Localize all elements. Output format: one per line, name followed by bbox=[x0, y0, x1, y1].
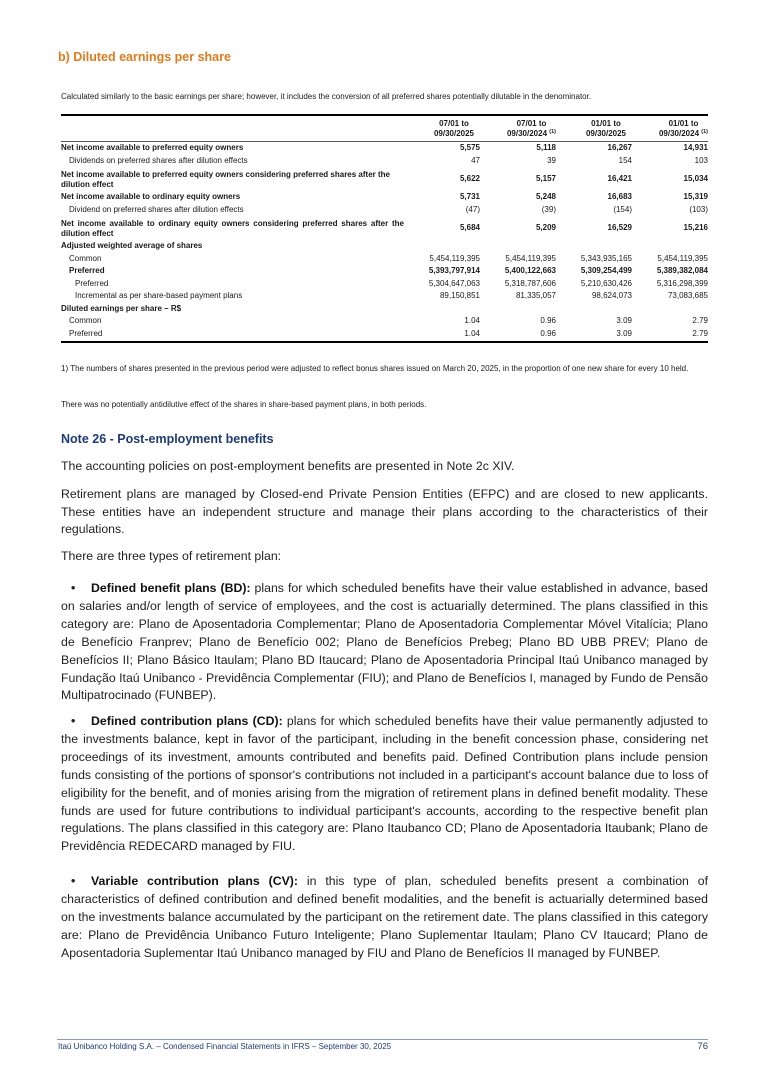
cell-value bbox=[556, 240, 632, 253]
cell-value: (154) bbox=[613, 204, 632, 214]
cell-value: 5,622 bbox=[459, 174, 480, 183]
bullet-item-defined-benefit bbox=[61, 580, 708, 705]
paragraph-plan-types-intro: There are three types of retirement plan: bbox=[61, 549, 282, 563]
table-header-row bbox=[61, 115, 708, 142]
bullet-icon: • bbox=[71, 874, 76, 888]
table-footnote: 1) The numbers of shares presented in the previous period were adjusted to reflect bonus shares issued on March 20, 2025, in the proportion of one new share for every 10 held. bbox=[61, 364, 689, 373]
cell-value: 81,335,057 bbox=[515, 291, 556, 301]
table-row bbox=[61, 303, 708, 316]
cell-value: 16,683 bbox=[607, 192, 632, 202]
cell-value: 16,267 bbox=[607, 143, 632, 153]
row-label: Common bbox=[69, 253, 102, 263]
cell-value: 16,421 bbox=[607, 174, 632, 183]
cell-value: 5,454,119,395 bbox=[657, 253, 708, 263]
table-row bbox=[61, 155, 708, 168]
cell-value: 5,684 bbox=[459, 223, 480, 232]
table-row bbox=[61, 240, 708, 253]
bullet-term: Defined benefit plans (BD): bbox=[91, 581, 251, 595]
cell-value: 5,343,935,165 bbox=[580, 253, 632, 263]
cell-value: 5,248 bbox=[535, 192, 556, 202]
cell-value: 5,731 bbox=[459, 192, 480, 202]
cell-value: 2.79 bbox=[692, 316, 708, 326]
table-row bbox=[61, 315, 708, 328]
bullet-term: Defined contribution plans (CD): bbox=[91, 714, 283, 728]
cell-value: 14,931 bbox=[683, 143, 708, 153]
table-row bbox=[61, 204, 708, 217]
cell-value: 5,304,647,063 bbox=[428, 278, 480, 288]
note-title: Note 26 - Post-employment benefits bbox=[61, 432, 274, 446]
cell-value: 15,216 bbox=[683, 223, 708, 232]
row-label: Dividend on preferred shares after dilution effects bbox=[69, 204, 244, 214]
cell-value bbox=[632, 240, 708, 253]
row-label: Adjusted weighted average of shares bbox=[61, 241, 203, 251]
diluted-eps-table bbox=[61, 114, 708, 343]
header-label-cell bbox=[61, 115, 404, 142]
cell-value: 5,393,797,914 bbox=[428, 266, 480, 276]
bullet-item-defined-contribution bbox=[61, 713, 708, 856]
bullet-icon: • bbox=[71, 581, 76, 595]
cell-value: 5,318,787,606 bbox=[504, 278, 556, 288]
footer-document-title: Itaú Unibanco Holding S.A. – Condensed Financial Statements in IFRS – September 30, 2025 bbox=[58, 1042, 392, 1051]
table-row bbox=[61, 265, 708, 278]
row-label: Incremental as per share-based payment plans bbox=[75, 291, 243, 301]
cell-value: 15,034 bbox=[683, 174, 708, 183]
paragraph-retirement-plans: Retirement plans are managed by Closed-end Private Pension Entities (EFPC) and are closed to new applicants. These entities have an independent structure and manage their plans according to the characteristics of their regulations. bbox=[61, 487, 708, 536]
paragraph-accounting-policies: The accounting policies on post-employment benefits are presented in Note 2c XIV. bbox=[61, 459, 515, 473]
table-row bbox=[61, 290, 708, 303]
cell-value: 39 bbox=[547, 155, 556, 165]
row-label: Preferred bbox=[61, 328, 404, 343]
table-row bbox=[61, 191, 708, 204]
table-row bbox=[61, 167, 708, 191]
cell-value: (47) bbox=[465, 204, 480, 214]
section-intro: Calculated similarly to the basic earnings per share; however, it includes the conversion of all preferred shares potentially dilutable in the denominator. bbox=[61, 92, 592, 101]
footer-divider bbox=[57, 1039, 708, 1040]
cell-value: 1.04 bbox=[464, 316, 480, 326]
cell-value: 47 bbox=[471, 155, 480, 165]
cell-value: 15,319 bbox=[683, 192, 708, 202]
row-label: Net income available to ordinary equity owners bbox=[61, 192, 241, 202]
cell-value: 16,529 bbox=[607, 223, 632, 232]
cell-value: 5,400,122,663 bbox=[504, 266, 556, 276]
bullet-text: plans for which scheduled benefits have their value permanently adjusted to the investments balance, kept in favor of the participant, including in the benefit concession phase, considering net proceedings of its investment, amounts contributed and benefits paid. Defined Contribution plans include pension funds consisting of the portions of sponsor's contributions not included in a participant's account balance due to loss of eligibility for the benefit, and of monies arising from the migration of retirement plans in defined benefit modality. These funds are used for future contributions to individual participant's accounts, according to the respective benefit plan regulations. The plans classified in this category are: Plano Itaubanco CD; Plano de Aposentadoria Itaubank; Plano de Previdência REDECARD managed by FIU. bbox=[61, 714, 708, 854]
cell-value: 5,389,382,084 bbox=[656, 266, 708, 276]
table-row bbox=[61, 216, 708, 240]
cell-value bbox=[480, 240, 556, 253]
cell-value: 5,209 bbox=[535, 223, 556, 232]
row-label: Preferred bbox=[69, 266, 105, 276]
footnote-ref: (1) bbox=[549, 129, 556, 135]
antidilutive-note: There was no potentially antidilutive effect of the shares in share-based payment plans, in both periods. bbox=[61, 400, 427, 409]
table-row bbox=[61, 253, 708, 266]
cell-value: (103) bbox=[689, 204, 708, 214]
bullet-item-variable-contribution bbox=[61, 873, 708, 963]
table-row bbox=[61, 142, 708, 155]
table-row bbox=[61, 328, 708, 343]
column-header: 07/01 to 09/30/2024 $^{(1)}$ bbox=[480, 115, 556, 142]
cell-value: 3.09 bbox=[556, 328, 632, 343]
cell-value: 2.79 bbox=[632, 328, 708, 343]
cell-value: 5,454,119,395 bbox=[505, 253, 556, 263]
cell-value: 5,309,254,499 bbox=[580, 266, 632, 276]
row-label: Dividends on preferred shares after dilution effects bbox=[69, 155, 248, 165]
cell-value: 5,454,119,395 bbox=[429, 253, 480, 263]
row-label: Common bbox=[69, 316, 102, 326]
bullet-term: Variable contribution plans (CV): bbox=[91, 874, 298, 888]
column-header: 01/01 to 09/30/2025 bbox=[556, 115, 632, 142]
cell-value bbox=[404, 303, 480, 316]
cell-value: 1.04 bbox=[404, 328, 480, 343]
row-label: Diluted earnings per share – R$ bbox=[61, 303, 182, 313]
cell-value bbox=[480, 303, 556, 316]
cell-value bbox=[556, 303, 632, 316]
cell-value: 5,157 bbox=[535, 174, 556, 183]
column-header: 07/01 to 09/30/2025 bbox=[404, 115, 480, 142]
cell-value: 5,316,298,399 bbox=[656, 278, 708, 288]
page-number: 76 bbox=[697, 1041, 708, 1052]
cell-value: 98,624,073 bbox=[591, 291, 632, 301]
cell-value: 0.96 bbox=[540, 316, 556, 326]
cell-value: (39) bbox=[541, 204, 556, 214]
row-label: Net income available to preferred equity owners considering preferred shares after the dilution effect bbox=[61, 169, 390, 189]
section-title: b) Diluted earnings per share bbox=[58, 50, 231, 64]
cell-value: 89,150,851 bbox=[439, 291, 480, 301]
footnote-ref: (1) bbox=[701, 129, 708, 135]
column-header: 01/01 to 09/30/2024 $^{(1)}$ bbox=[632, 115, 708, 142]
row-label: Net income available to ordinary equity owners considering preferred shares after the dilution effect bbox=[61, 218, 404, 238]
table-row bbox=[61, 278, 708, 291]
cell-value: 5,118 bbox=[536, 143, 556, 153]
cell-value: 3.09 bbox=[616, 316, 632, 326]
cell-value bbox=[632, 303, 708, 316]
cell-value bbox=[404, 240, 480, 253]
cell-value: 103 bbox=[694, 155, 708, 165]
cell-value: 5,575 bbox=[459, 143, 480, 153]
row-label: Net income available to preferred equity owners bbox=[61, 143, 244, 153]
row-label: Preferred bbox=[75, 278, 109, 288]
bullet-text: in this type of plan, scheduled benefits present a combination of characteristics of defined contribution and defined benefit modalities, and the benefit is actuarially determined based on the investments balance accumulated by the participant on the retirement date. The plans classified in this category are: Plano de Previdência Unibanco Futuro Inteligente; Plano Suplementar Itaulam; Plano CV Itaucard; Plano de Aposentadoria Suplementar Itaú Unibanco managed by FIU and Plano de Benefícios II managed by FUNBEP. bbox=[61, 874, 709, 960]
bullet-text: plans for which scheduled benefits have their value established in advance, based on salaries and/or length of service of employees, and the cost is actuarially determined. The plans classified in this category are: Plano de Aposentadoria Complementar; Plano de Aposentadoria Complementar Móvel Vitalícia; Plano de Benefício Franprev; Plano de Benefício 002; Plano de Benefícios Prebeg; Plano BD UBB PREV; Plano de Benefícios II; Plano Básico Itaulam; Plano BD Itaucard; Plano de Aposentadoria Principal Itaú Unibanco managed by Fundação Itaú Unibanco - Previdência Complementar (FIU); and Plano de Benefícios I, managed by Fundo de Pensão Multipatrocinado (FUNBEP). bbox=[61, 581, 709, 703]
cell-value: 154 bbox=[618, 155, 632, 165]
cell-value: 5,210,630,426 bbox=[580, 278, 632, 288]
bullet-icon: • bbox=[71, 714, 76, 728]
cell-value: 0.96 bbox=[480, 328, 556, 343]
cell-value: 73,083,685 bbox=[667, 291, 708, 301]
